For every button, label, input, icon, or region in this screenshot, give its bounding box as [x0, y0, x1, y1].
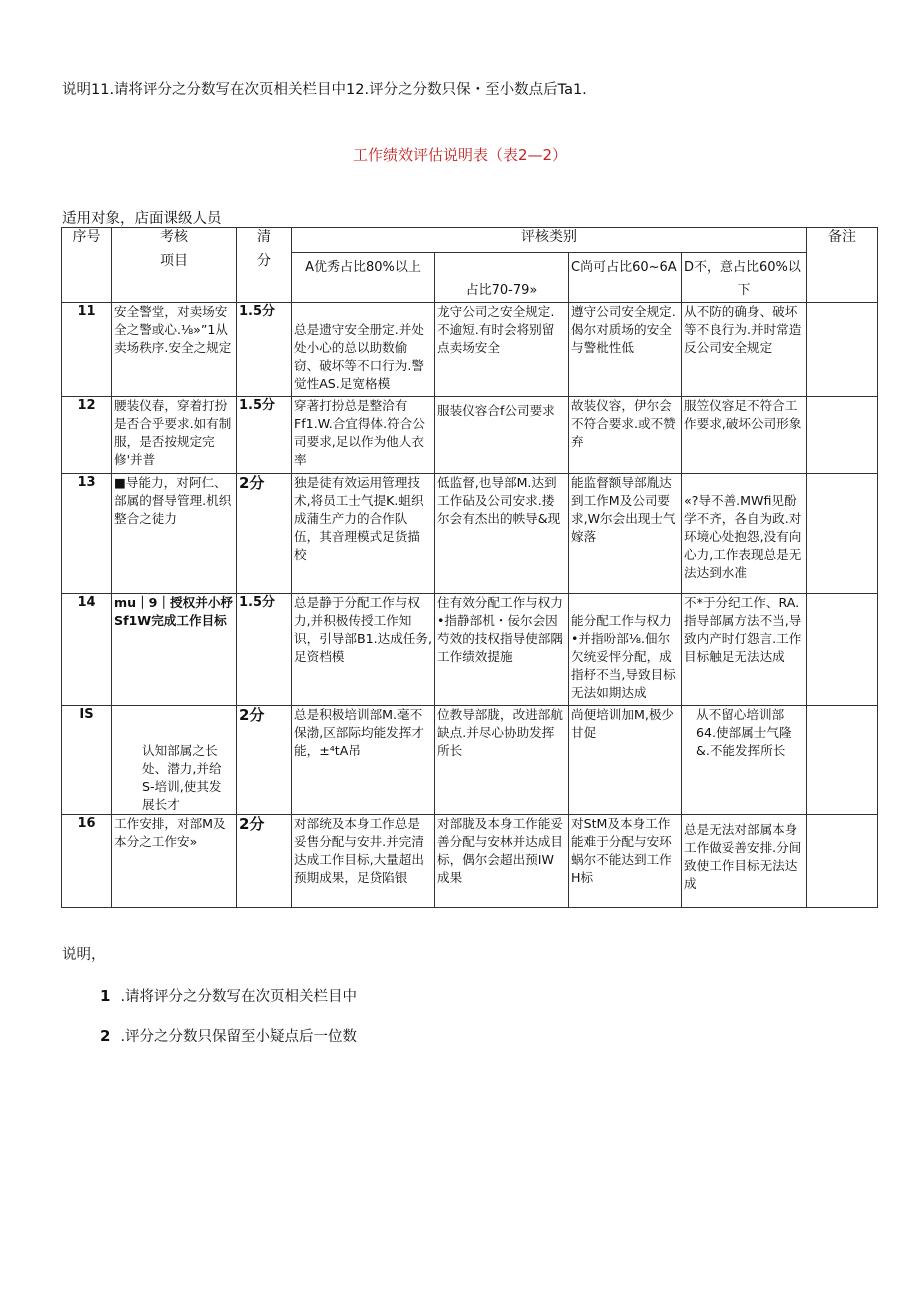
row-grade-a: 总是遗守安全册定.并处处小心的总以助数偷窃、破坏等不口行为.警觉性AS.足宽格模	[292, 303, 435, 397]
row-grade-b: 住有效分配工作与权力•指静部机・佞尔会因芍效的技权指导使部隅工作绩效提施	[435, 594, 569, 706]
header-score	[237, 228, 292, 303]
header-grade-c: C尚可占比60~6A	[569, 253, 682, 303]
footer-note-text: .评分之分数只保留至小疑点后一位数	[120, 1029, 358, 1045]
row-grade-b: 低监督,也导部M.达到工作砧及公司安求.搂尔会有杰出的帙导&现	[435, 474, 569, 594]
footer-heading: 说明，	[62, 947, 106, 963]
row-grade-a: 穿著打扮总是整洽有Ff1.W.合宜得体.符合公司要求,足以作为他人衣率	[292, 397, 435, 474]
footer-note	[100, 985, 357, 1006]
header-grade-a: A优秀占比80%以上	[292, 253, 435, 303]
table-row	[62, 303, 878, 397]
row-item: 安全警堂，对卖场安全之警或心.⅛»”1从卖场秩序.安全之规定	[112, 303, 237, 397]
row-score: 2分	[237, 474, 292, 594]
row-grade-a: 总是积极培训部M.毫不保渤,区部际均能发挥才能，±⁴tA吊	[292, 706, 435, 815]
row-number: 12	[62, 397, 112, 474]
row-grade-c: 遵守公司安全规定.偈尔对质场的安全与警枇性低	[569, 303, 682, 397]
row-score: 1.5分	[237, 303, 292, 397]
row-item: ■导能力，对阿仁、部属的督导管理.机织整合之徒力	[112, 474, 237, 594]
row-number: 14	[62, 594, 112, 706]
header-grade-b: 占比70-79»	[435, 253, 569, 303]
row-grade-d: 服笠仪容足不符合工作要求,破坏公司形象	[682, 397, 807, 474]
top-note: 说明11.请将评分之分数写在次页相关栏目中12.评分之分数只保・至小数点后Ta1.	[62, 82, 587, 98]
evaluation-table	[61, 227, 878, 908]
row-remark	[807, 706, 878, 815]
header-grade-d-line1: D不，意占比60%以	[684, 260, 801, 275]
scope-label: 适用对象，店面课级人员	[62, 211, 222, 227]
row-grade-c: 能分配工作与权力•并指吩部⅛.佃尔欠统妥怦分配，成指杼不当,导致目标无法如期达成	[569, 594, 682, 706]
footer-note	[100, 1025, 357, 1046]
row-remark	[807, 815, 878, 908]
footer-note-number: 1	[100, 987, 111, 1005]
footer-note-text: .请将评分之分数写在次页相关栏目中	[120, 989, 358, 1005]
row-grade-a: 对部统及本身工作总是妥售分配与安井.并完清达成工作目标,大量超出预期成果，足贷陷银	[292, 815, 435, 908]
row-grade-d: «?导不善.MWfi见酚学不齐，各自为政.对环境心处抱怨,没有向心力,工作表现总是无法达到水准	[682, 474, 807, 594]
header-category: 评核类别	[292, 228, 807, 253]
row-grade-b: 服装仪容合f公司要求	[435, 397, 569, 474]
header-score-line1: 清	[257, 229, 271, 245]
row-remark	[807, 474, 878, 594]
row-grade-b: 龙守公司之安全规定.不逾短.有时会将别留点卖场安全	[435, 303, 569, 397]
header-grade-d	[682, 253, 807, 303]
row-remark	[807, 594, 878, 706]
row-score: 1.5分	[237, 397, 292, 474]
row-item: mu｜9｜授权并小杼Sf1W完成工作目标	[112, 594, 237, 706]
row-grade-c: 对StM及本身工作能难于分配与安环蜗尔不能达到工作H标	[569, 815, 682, 908]
row-grade-c: 尚便培训加M,极少甘促	[569, 706, 682, 815]
row-remark	[807, 397, 878, 474]
row-grade-b: 对部胧及本身工作能妥善分配与安林并达成目标，偶尔会超出预IW成果	[435, 815, 569, 908]
header-seq: 序号	[62, 228, 112, 303]
document-title: 工作绩效评估说明表（表2—2）	[352, 146, 568, 164]
row-number: 16	[62, 815, 112, 908]
row-grade-c: 故装仪容，伊尔会不符合要求.或不赞弃	[569, 397, 682, 474]
row-grade-d: 总是无法对部属本身工作做妥善安排.分间致使工作目标无法达成	[682, 815, 807, 908]
header-item-line2: 项目	[160, 253, 188, 269]
row-grade-d: 从不留心培训部64.使部属士气隆&.不能发挥所长	[682, 706, 807, 815]
row-grade-d: 不*于分纪工作、RA.指导部属方法不当,导致内产时仃怨言.工作目标触足无法达成	[682, 594, 807, 706]
table-row	[62, 397, 878, 474]
row-number: 11	[62, 303, 112, 397]
footer-note-number: 2	[100, 1027, 111, 1045]
row-remark	[807, 303, 878, 397]
row-item: 认知部属之长处、潜力,并给S-培训,使其发展长才	[112, 706, 237, 815]
row-grade-b: 位教导部胧，改进部航缺点.并尽心协助发挥所长	[435, 706, 569, 815]
header-grade-d-line2: 下	[737, 283, 751, 298]
row-grade-a: 总是静于分配工作与权力,并积极传授工作知识，引导部B1.达成任务,足资档模	[292, 594, 435, 706]
header-item	[112, 228, 237, 303]
table-row	[62, 815, 878, 908]
header-score-line2: 分	[257, 253, 271, 269]
row-grade-c: 能监督额导部胤达到工作M及公司要求,W尔会出现士气嫁落	[569, 474, 682, 594]
row-score: 2分	[237, 706, 292, 815]
row-score: 2分	[237, 815, 292, 908]
row-item: 工作安排，对部M及本分之工作安»	[112, 815, 237, 908]
header-remark: 备注	[807, 228, 878, 303]
row-grade-a: 独是徒有效运用管理技术,将员工士气提K.蛆织成蒲生产力的合作队伍，其音理模式足货描校	[292, 474, 435, 594]
row-number: 13	[62, 474, 112, 594]
header-item-line1: 考核	[160, 229, 188, 245]
row-score: 1.5分	[237, 594, 292, 706]
table-row	[62, 594, 878, 706]
table-row	[62, 706, 878, 815]
row-item: 腰装仪春，穿着打扮是否合乎要求.如有制服，是否按规定完修'并普	[112, 397, 237, 474]
row-grade-d: 从不防的确身、破坏等不良行为.并时常造反公司安全规定	[682, 303, 807, 397]
row-number: IS	[62, 706, 112, 815]
table-row	[62, 474, 878, 594]
